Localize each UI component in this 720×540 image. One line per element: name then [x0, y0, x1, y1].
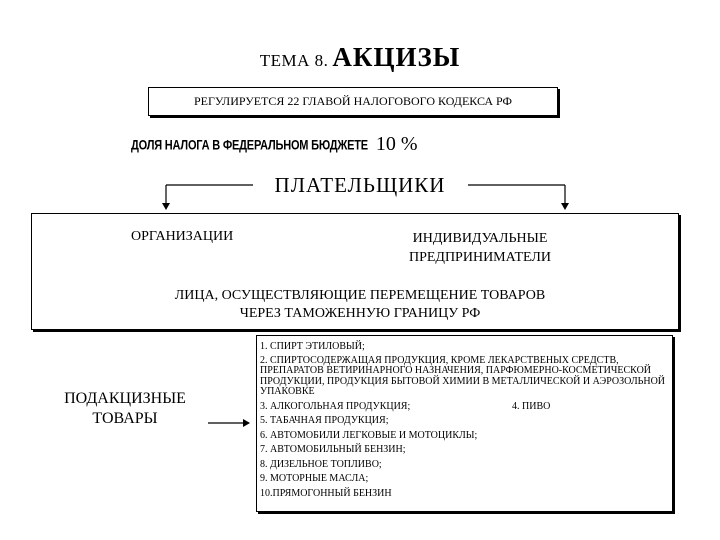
- goods-label-line-2: ТОВАРЫ: [92, 410, 158, 427]
- list-item: 3. АЛКОГОЛЬНАЯ ПРОДУКЦИЯ;: [260, 400, 411, 412]
- list-item: 1. СПИРТ ЭТИЛОВЫЙ;: [260, 341, 365, 352]
- payer-entrepreneurs: [360, 229, 600, 267]
- list-item: 7. АВТОМОБИЛЬНЫЙ БЕНЗИН;: [260, 444, 406, 455]
- list-item: 8. ДИЗЕЛЬНОЕ ТОПЛИВО;: [260, 458, 382, 470]
- goods-label-line-1: ПОДАКЦИЗНЫЕ: [64, 390, 186, 407]
- entrepreneurs-line-1: ИНДИВИДУАЛЬНЫЕ: [412, 231, 548, 246]
- page-title: [0, 42, 720, 73]
- budget-share-label: ДОЛЯ НАЛОГА В ФЕДЕРАЛЬНОМ БЮДЖЕТЕ: [131, 138, 368, 153]
- list-item: 10.ПРЯМОГОННЫЙ БЕНЗИН: [260, 487, 392, 499]
- budget-share: [131, 133, 418, 156]
- payer-organizations: ОРГАНИЗАЦИИ: [131, 229, 234, 244]
- excise-goods-list: [260, 341, 670, 502]
- list-item: 4. ПИВО: [512, 400, 551, 412]
- persons-line-1: ЛИЦА, ОСУЩЕСТВЛЯЮЩИЕ ПЕРЕМЕЩЕНИЕ ТОВАРОВ: [174, 288, 546, 303]
- entrepreneurs-line-2: ПРЕДПРИНИМАТЕЛИ: [408, 250, 552, 265]
- list-item: 6. АВТОМОБИЛИ ЛЕГКОВЫЕ И МОТОЦИКЛЫ;: [260, 429, 478, 441]
- persons-line-2: ЧЕРЕЗ ТАМОЖЕННУЮ ГРАНИЦУ РФ: [239, 306, 481, 321]
- list-item: 5. ТАБАЧНАЯ ПРОДУКЦИЯ;: [260, 415, 389, 426]
- regulation-box: РЕГУЛИРУЕТСЯ 22 ГЛАВОЙ НАЛОГОВОГО КОДЕКСА РФ: [148, 87, 558, 116]
- list-item: 2. СПИРТОСОДЕРЖАЩАЯ ПРОДУКЦИЯ, КРОМЕ ЛЕКАРСТВЕНЫХ СРЕДСТВ, ПРЕПАРАТОВ ВЕТИРИНАРНОГО НАЗНАЧЕНИЯ, ПАРФЮМЕРНО-КОСМЕТИЧЕСКОЙ ПРОДУКЦИИ, ПРОДУКЦИЯ БЫТОВОЙ ХИМИИ В МЕТАЛЛИЧЕСКОЙ И АЭРОЗОЛЬНОЙ УПАКОВКЕ: [260, 354, 666, 397]
- payers-title: ПЛАТЕЛЬЩИКИ: [274, 173, 446, 197]
- list-item: 9. МОТОРНЫЕ МАСЛА;: [260, 473, 369, 484]
- budget-share-value: 10 %: [375, 133, 418, 155]
- title-prefix: ТЕМА 8.: [259, 51, 329, 70]
- excise-goods-label: [40, 389, 210, 429]
- payer-cross-border-persons: [80, 287, 640, 323]
- list-item-row: [260, 401, 670, 413]
- title-main: АКЦИЗЫ: [332, 42, 461, 72]
